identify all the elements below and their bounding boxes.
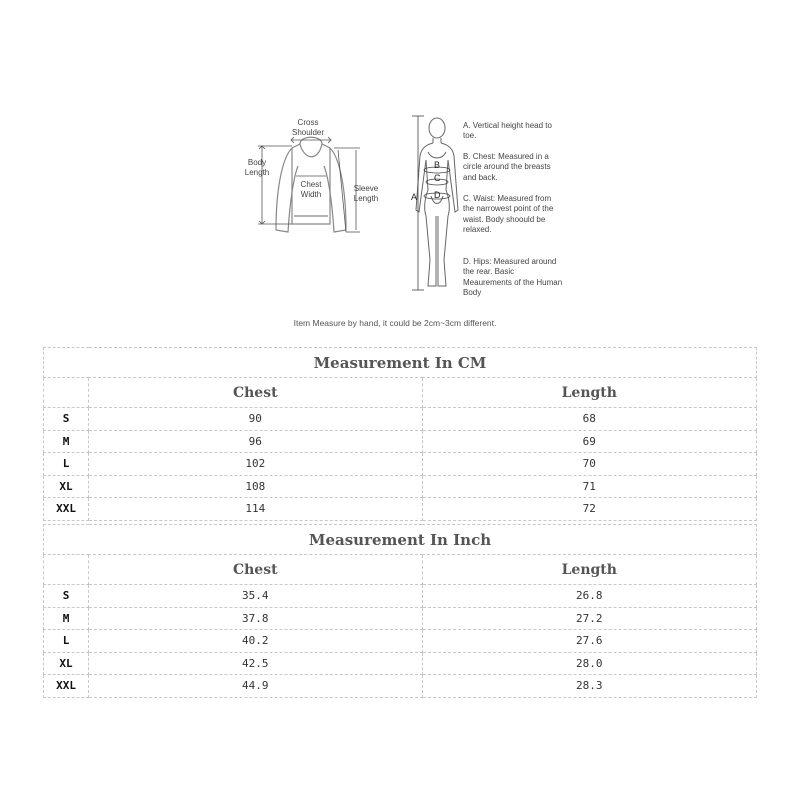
size-cell: XXL <box>44 675 89 698</box>
table-row <box>44 675 757 698</box>
table-row <box>44 430 757 453</box>
length-cell: 27.2 <box>422 607 757 630</box>
chest-width-label: Chest Width <box>300 180 322 199</box>
table-row <box>44 475 757 498</box>
length-cell: 72 <box>422 498 757 521</box>
size-cell: M <box>44 430 89 453</box>
note-a: A. Vertical height head to toe. <box>463 121 552 141</box>
chest-cell: 35.4 <box>89 585 422 608</box>
size-cell: S <box>44 585 89 608</box>
length-cell: 69 <box>422 430 757 453</box>
human-body-icon <box>416 118 458 286</box>
chest-cell: 90 <box>89 408 422 431</box>
size-cell: XL <box>44 475 89 498</box>
chest-cell: 44.9 <box>89 675 422 698</box>
header-size <box>44 378 89 408</box>
length-cell: 70 <box>422 453 757 476</box>
table-row <box>44 453 757 476</box>
header-size <box>44 555 89 585</box>
letter-c: C <box>434 173 441 183</box>
table-row <box>44 652 757 675</box>
letter-a: A <box>411 192 418 202</box>
chest-cell: 108 <box>89 475 422 498</box>
length-cell: 27.6 <box>422 630 757 653</box>
letter-d: D <box>434 190 441 200</box>
header-chest: Chest <box>89 378 422 408</box>
table-title: Measurement In Inch <box>44 525 757 555</box>
table-row <box>44 585 757 608</box>
length-cell: 28.3 <box>422 675 757 698</box>
note-b: B. Chest: Measured in a circle around the breasts and back. <box>463 152 551 182</box>
diagram-illustration <box>0 0 800 340</box>
table-row <box>44 498 757 521</box>
header-length: Length <box>422 555 757 585</box>
table-row <box>44 607 757 630</box>
length-cell: 68 <box>422 408 757 431</box>
size-table-cm <box>43 347 757 521</box>
header-length: Length <box>422 378 757 408</box>
chest-cell: 42.5 <box>89 652 422 675</box>
cross-shoulder-label: Cross Shoulder <box>291 118 325 137</box>
header-chest: Chest <box>89 555 422 585</box>
size-cell: L <box>44 630 89 653</box>
note-c: C. Waist: Measured from the narrowest point of the waist. Body shoould be relaxed. <box>463 194 554 234</box>
measure-disclaimer: Item Measure by hand, it could be 2cm~3cm different. <box>293 318 497 328</box>
size-cell: L <box>44 453 89 476</box>
chest-cell: 114 <box>89 498 422 521</box>
size-cell: S <box>44 408 89 431</box>
body-length-label: Body Length <box>244 158 270 177</box>
letter-b: B <box>434 160 441 170</box>
length-cell: 28.0 <box>422 652 757 675</box>
sleeve-length-label: Sleeve Length <box>353 184 379 203</box>
table-row <box>44 408 757 431</box>
chest-cell: 96 <box>89 430 422 453</box>
size-cell: XXL <box>44 498 89 521</box>
table-row <box>44 630 757 653</box>
table-title: Measurement In CM <box>44 348 757 378</box>
size-cell: M <box>44 607 89 630</box>
size-cell: XL <box>44 652 89 675</box>
chest-cell: 102 <box>89 453 422 476</box>
length-cell: 71 <box>422 475 757 498</box>
chest-cell: 37.8 <box>89 607 422 630</box>
length-cell: 26.8 <box>422 585 757 608</box>
note-d: D. Hips: Measured around the rear. Basic Meaurements of the Human Body <box>463 257 563 297</box>
size-table-inch <box>43 524 757 698</box>
chest-cell: 40.2 <box>89 630 422 653</box>
measurement-diagram <box>0 0 800 340</box>
